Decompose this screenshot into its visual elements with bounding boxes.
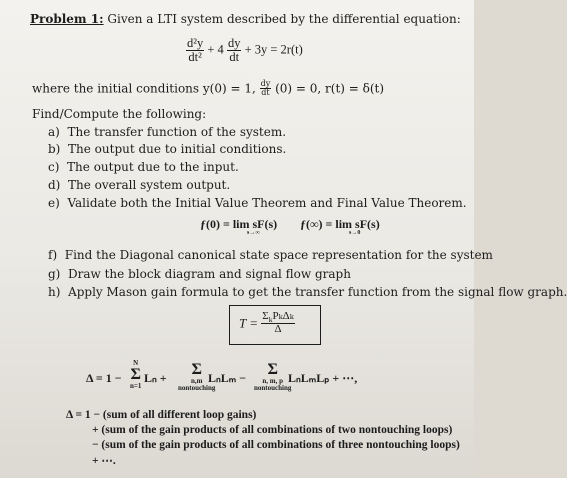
- problem-statement: [30, 13, 461, 25]
- task-b: b) The output due to initial conditions.: [48, 142, 287, 156]
- ic-suffix: (0) = 0, r(t) = δ(t): [275, 81, 385, 96]
- initial-value-theorem: ƒ(0) = lim sF(s) s→∞: [200, 217, 278, 236]
- ic-dy: dy: [260, 79, 271, 88]
- eq-plus4: + 4: [207, 42, 224, 57]
- ivt-limit: s→∞: [247, 230, 260, 236]
- final-value-theorem: ƒ(∞) = lim sF(s) s→0: [300, 217, 380, 236]
- mason-formula: T = $\frac{\Sigma_kP_k\Delta_k}{\Delta}$: [239, 310, 294, 335]
- eq-dt2: dt²: [188, 50, 202, 65]
- sum-three: Σ n, m, p nontouching: [254, 361, 292, 392]
- task-g: g) Draw the block diagram and signal flow graph: [48, 267, 351, 281]
- term-three: LₙLₘLₚ + ⋯,: [288, 371, 358, 385]
- task-e: e) Validate both the Initial Value Theorem and Final Value Theorem.: [48, 196, 467, 210]
- task-d: d) The overall system output.: [48, 178, 231, 192]
- delta-explanation-4: + ⋯.: [92, 455, 116, 467]
- delta-explanation-3: − (sum of the gain products of all combinations of three nontouching loops): [92, 439, 460, 451]
- fvt-limit: s→0: [349, 230, 361, 236]
- differential-equation: [186, 37, 303, 64]
- sum-two: Σ n,m nontouching: [178, 361, 216, 392]
- task-h: h) Apply Mason gain formula to get the transfer function from the signal flow graph.: [48, 285, 567, 299]
- problem-label: Problem 1:: [30, 12, 104, 26]
- term-two: LₙLₘ −: [208, 371, 247, 385]
- eq-d2y: d²y: [187, 36, 204, 50]
- delta-explanation-1: Δ = 1 − (sum of all different loop gains): [66, 409, 257, 421]
- delta-explanation-2: + (sum of the gain products of all combinations of two nontouching loops): [92, 424, 453, 436]
- eq-dy: dy: [227, 36, 241, 50]
- problem-intro: Given a LTI system described by the differential equation:: [107, 12, 461, 26]
- ic-prefix: where the initial conditions y(0) = 1,: [32, 81, 256, 96]
- task-f: f) Find the Diagonal canonical state space representation for the system: [48, 248, 493, 262]
- delta-lhs: Δ = 1 −: [86, 371, 122, 385]
- task-a: a) The transfer function of the system.: [48, 125, 287, 139]
- term-one: Lₙ +: [144, 371, 167, 385]
- task-c: c) The output due to the input.: [48, 160, 239, 174]
- sum-one: N Σ n=1: [130, 359, 142, 390]
- ic-dt: dt: [261, 88, 270, 98]
- tasks-heading: Find/Compute the following:: [32, 107, 207, 121]
- eq-dt: dt: [229, 50, 240, 65]
- eq-rest: + 3y = 2r(t): [244, 42, 303, 57]
- initial-conditions: [32, 80, 384, 98]
